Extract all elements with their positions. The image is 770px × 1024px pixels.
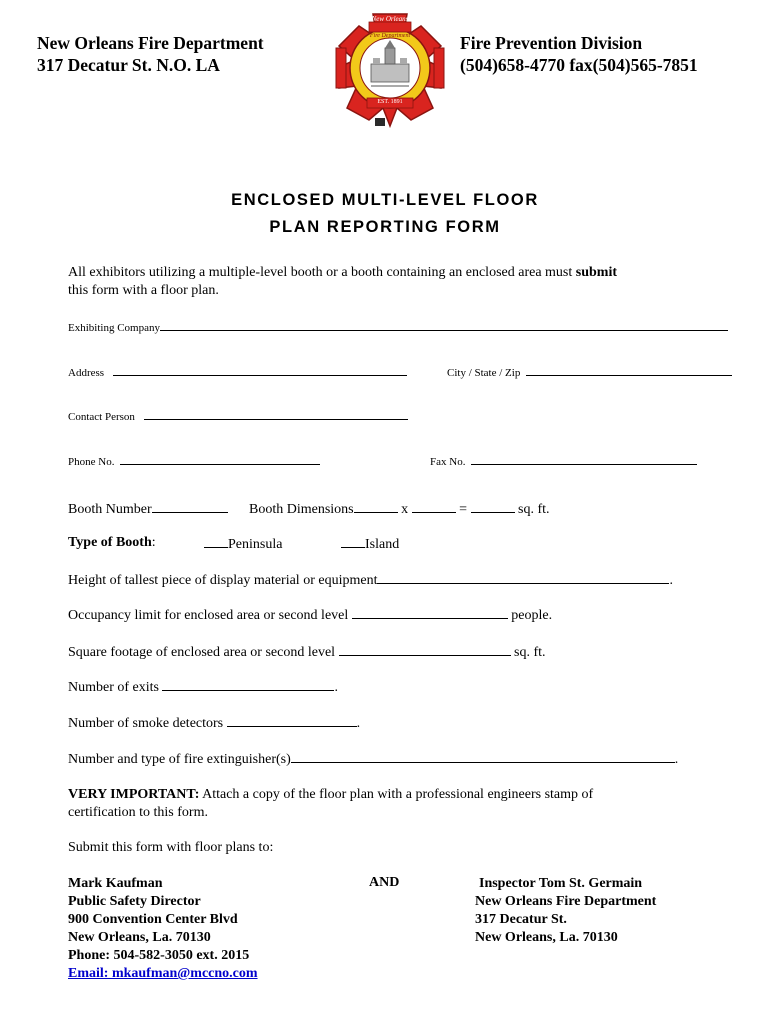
fax-label: Fax No.: [430, 456, 466, 468]
contact-left-name: Mark Kaufman: [68, 876, 163, 891]
contact-person-label: Contact Person: [68, 411, 135, 423]
booth-type-label: Type of Booth: [68, 535, 152, 550]
occupancy-unit: people.: [511, 608, 553, 623]
contact-right-city: New Orleans, La. 70130: [475, 930, 618, 945]
division-phone: (504)658-4770 fax(504)565-7851: [460, 55, 698, 75]
booth-sqft-unit: sq. ft.: [518, 502, 550, 517]
booth-area-field[interactable]: [471, 500, 515, 513]
peninsula-checkbox[interactable]: [204, 535, 228, 548]
address-row: [68, 363, 407, 379]
important-notice: [68, 786, 708, 822]
fax-field[interactable]: [471, 452, 697, 465]
division-name: Fire Prevention Division: [460, 33, 643, 53]
department-name: New Orleans Fire Department: [37, 33, 264, 53]
booth-dimensions-row: [249, 500, 550, 518]
peninsula-option: [204, 535, 282, 553]
island-checkbox[interactable]: [341, 535, 365, 548]
extinguishers-field[interactable]: [291, 750, 675, 763]
contact-left-city: New Orleans, La. 70130: [68, 930, 211, 945]
exhibiting-company-row: [68, 318, 728, 334]
contact-left-email-link[interactable]: Email: mkaufman@mccno.com: [68, 966, 258, 981]
exits-row: [68, 678, 338, 696]
important-label: VERY IMPORTANT:: [68, 787, 200, 802]
form-title-line2: PLAN REPORTING FORM: [269, 218, 501, 236]
extinguishers-label: Number and type of fire extinguisher(s): [68, 752, 291, 767]
exits-period: .: [334, 680, 338, 695]
island-label: Island: [365, 537, 400, 552]
booth-width-field[interactable]: [354, 500, 398, 513]
fax-row: [430, 452, 697, 468]
important-text-line2: certification to this form.: [68, 805, 208, 820]
logo-est-text: EST. 1891: [377, 99, 403, 105]
exhibiting-company-field[interactable]: [160, 318, 728, 331]
extinguishers-row: [68, 750, 678, 768]
logo-sub-text: Fire Department: [369, 33, 411, 39]
phone-row: [68, 452, 320, 468]
phone-label: Phone No.: [68, 456, 115, 468]
contact-person-row: [68, 407, 408, 423]
contact-left-phone: Phone: 504-582-3050 ext. 2015: [68, 948, 250, 963]
contact-right: [475, 875, 656, 947]
address-field[interactable]: [113, 363, 407, 376]
address-label: Address: [68, 367, 105, 379]
booth-type-row: [68, 535, 156, 551]
intro-paragraph: [68, 264, 708, 300]
intro-bold-word: submit: [575, 265, 618, 280]
intro-text: All exhibitors utilizing a multiple-level booth or a booth containing an enclosed area must: [68, 265, 576, 280]
contact-right-address: 317 Decatur St.: [475, 912, 567, 927]
height-period: .: [669, 573, 673, 588]
exits-field[interactable]: [162, 678, 334, 691]
form-title-line1: ENCLOSED MULTI-LEVEL FLOOR: [231, 191, 539, 209]
booth-number-label: Booth Number: [68, 502, 152, 517]
contact-right-name: Inspector Tom St. Germain: [479, 876, 643, 891]
submit-instructions: Submit this form with floor plans to:: [68, 840, 274, 855]
important-text: Attach a copy of the floor plan with a professional engineers stamp of: [199, 787, 594, 802]
booth-depth-field[interactable]: [412, 500, 456, 513]
form-title: [0, 187, 770, 241]
header-left: [37, 32, 264, 76]
phone-field[interactable]: [120, 452, 320, 465]
smoke-detectors-row: [68, 714, 360, 732]
city-state-zip-field[interactable]: [526, 363, 732, 376]
contact-left: [68, 875, 258, 983]
square-footage-row: [68, 643, 546, 661]
booth-number-field[interactable]: [152, 500, 228, 513]
header-right: [460, 32, 698, 76]
contact-person-field[interactable]: [144, 407, 408, 420]
and-separator: AND: [369, 875, 400, 890]
height-field[interactable]: [377, 571, 669, 584]
occupancy-row: [68, 606, 552, 624]
contact-left-address: 900 Convention Center Blvd: [68, 912, 238, 927]
city-state-zip-row: [447, 363, 732, 379]
exits-label: Number of exits: [68, 680, 159, 695]
contact-left-title: Public Safety Director: [68, 894, 201, 909]
occupancy-label: Occupancy limit for enclosed area or second level: [68, 608, 349, 623]
square-footage-field[interactable]: [339, 643, 511, 656]
extinguishers-period: .: [674, 752, 679, 767]
booth-x-symbol: x: [401, 502, 409, 517]
smoke-detectors-field[interactable]: [227, 714, 357, 727]
booth-dimensions-label: Booth Dimensions: [249, 502, 354, 517]
height-row: [68, 571, 673, 589]
booth-equals-symbol: =: [459, 502, 468, 517]
booth-type-colon: :: [151, 535, 156, 550]
height-label: Height of tallest piece of display material or equipment: [68, 573, 378, 588]
contact-right-org: New Orleans Fire Department: [475, 894, 657, 909]
city-state-zip-label: City / State / Zip: [447, 367, 521, 379]
booth-number-row: [68, 500, 228, 518]
island-option: [341, 535, 399, 553]
intro-text-line2: this form with a floor plan.: [68, 283, 219, 298]
peninsula-label: Peninsula: [228, 537, 283, 552]
square-footage-unit: sq. ft.: [514, 645, 546, 660]
smoke-detectors-label: Number of smoke detectors: [68, 716, 224, 731]
occupancy-field[interactable]: [352, 606, 508, 619]
square-footage-label: Square footage of enclosed area or second level: [68, 645, 336, 660]
exhibiting-company-label: Exhibiting Company: [68, 322, 160, 334]
fire-department-emblem-icon: [333, 8, 447, 130]
logo-arc-text: New Orleans: [371, 15, 409, 23]
department-address: 317 Decatur St. N.O. LA: [37, 55, 220, 75]
smoke-detectors-period: .: [356, 716, 361, 731]
